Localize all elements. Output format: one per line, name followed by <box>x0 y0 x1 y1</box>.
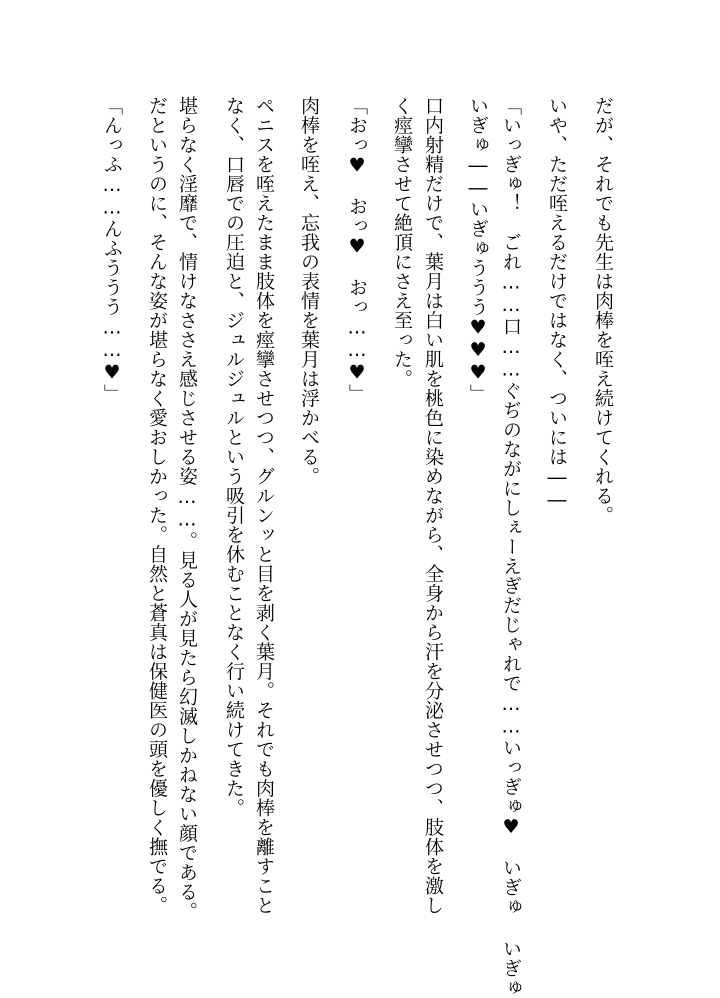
text-line-7: 「おっ♥ おっ♥ おっ……♥」 <box>346 96 368 404</box>
text-line-12: だというのに、そんな姿が堪らなく愛おしかった。自然と蒼真は保健医の頭を優しく撫でる。 <box>146 96 168 915</box>
text-line-3: 「いっぎゅ！ ごれ……口……ぐぢのながにしぇーえぎだじゃれで……いっぎゅ♥ いぎゅ いぎゅ <box>500 96 522 998</box>
text-line-10: なく、口唇での圧迫と、ジュルジュルという吸引を休むことなく行い続けてきた。 <box>223 96 245 818</box>
text-line-4: いぎゅ――いぎゅううう♥♥♥」 <box>467 96 489 404</box>
text-line-5: 口内射精だけで、葉月は白い肌を桃色に染めながら、全身から汗を分泌させつつ、肢体を激し <box>422 96 444 915</box>
text-line-2: いや、ただ咥えるだけではなく、ついには―― <box>546 96 568 512</box>
text-line-11: 堪らなく淫靡で、情けなささえ感じさせる姿……。見る人が見たら幻滅しかねない顔である。 <box>176 96 198 921</box>
text-line-1: だが、それでも先生は肉棒を咥え続けてくれる。 <box>592 96 614 525</box>
text-line-9: ペニスを咥えたまま肢体を痙攣させつつ、グルンッと目を剥く葉月。それでも肉棒を離すこと <box>253 96 275 915</box>
text-line-13: 「んっふ……んふううう……♥」 <box>101 96 123 404</box>
text-line-6: く痙攣させて絶頂にさえ至った。 <box>391 96 413 389</box>
text-line-8: 肉棒を咥え、忘我の表情を葉月は浮かべる。 <box>298 96 320 486</box>
